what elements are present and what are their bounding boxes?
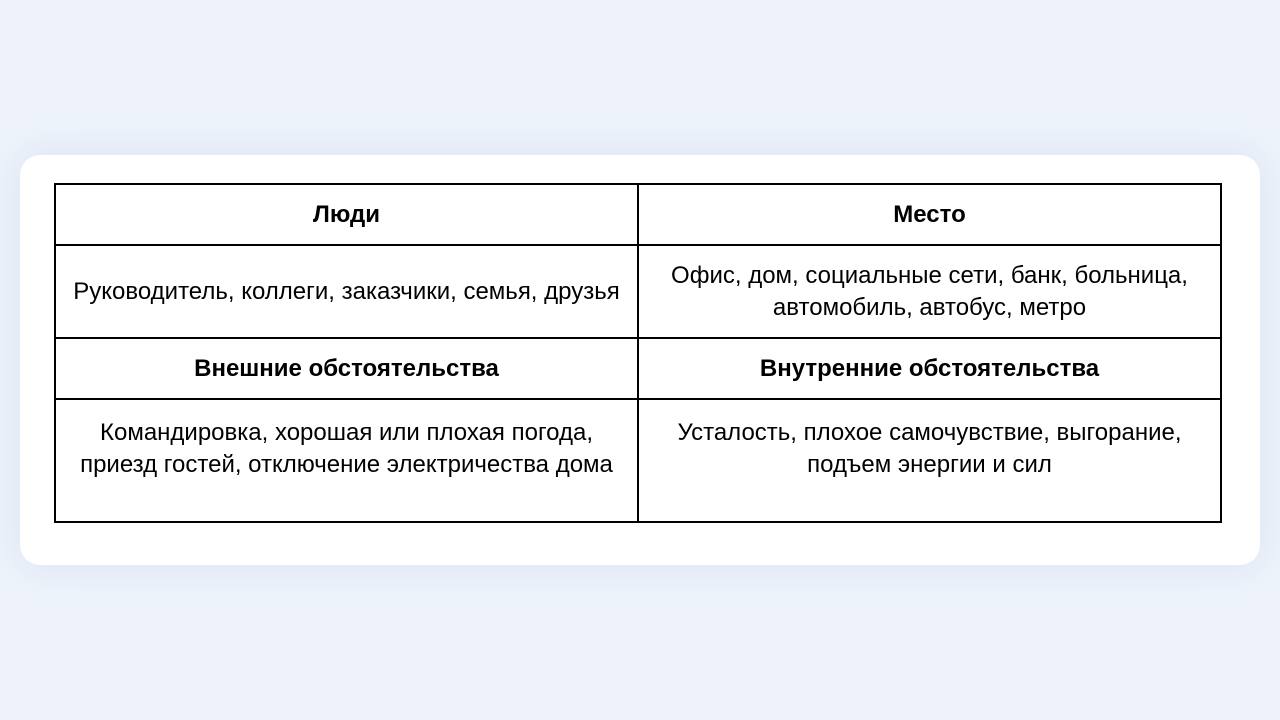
header-people: Люди [55,184,638,245]
header-place: Место [638,184,1221,245]
cell-people: Руководитель, коллеги, заказчики, семья, друзья [55,245,638,338]
table-row [55,338,1221,399]
cell-internal-circumstances: Усталость, плохое самочувствие, выгорание, подъем энергии и сил [638,399,1221,522]
context-table [54,183,1222,523]
cell-external-circumstances: Командировка, хорошая или плохая погода, приезд гостей, отключение электричества дома [55,399,638,522]
table-row [55,184,1221,245]
content-card [20,155,1260,565]
header-external-circumstances: Внешние обстоятельства [55,338,638,399]
table-row [55,399,1221,522]
cell-place: Офис, дом, социальные сети, банк, больница, автомобиль, автобус, метро [638,245,1221,338]
table-row [55,245,1221,338]
header-internal-circumstances: Внутренние обстоятельства [638,338,1221,399]
